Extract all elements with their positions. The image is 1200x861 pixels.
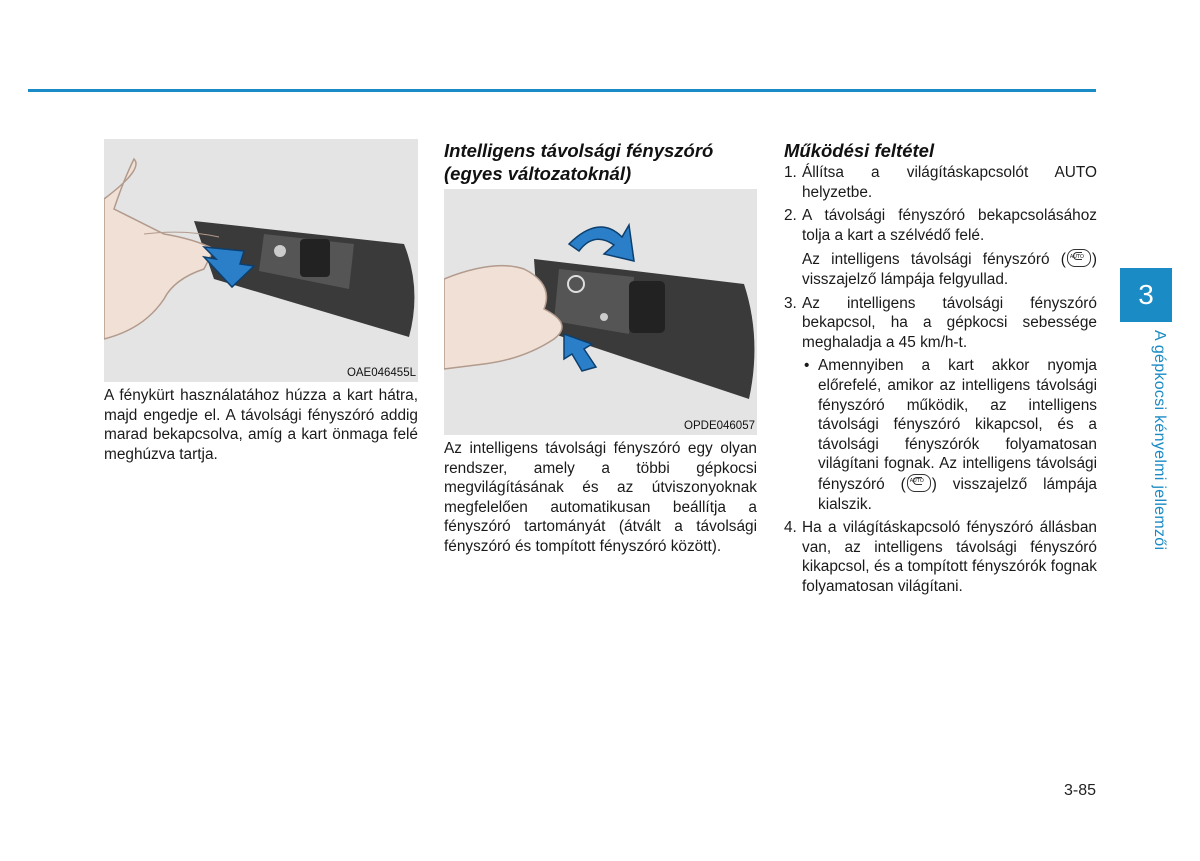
figure-code: OAE046455L [346,367,416,379]
figure-intelligent-high-beam [444,189,757,435]
list-item-4: 4. Ha a világításkapcsoló fényszóró állásban van, az intelligens távolsági fényszóró kikapcsol, és a tompított fényszórók fognak folyamatosan világítani. [784,519,1097,595]
column-2 [444,139,757,557]
column-1 [104,139,418,464]
chapter-number-tab: 3 [1120,268,1172,322]
list-item-2-note: Az intelligens távolsági fényszóró (AUTO ) visszajelző lámpája felgyullad. [784,249,1097,289]
list-item-1: 1. Állítsa a világításkapcsolót AUTO helyzetbe. [784,164,1097,201]
auto-high-beam-indicator-icon [1067,249,1091,267]
stalk-push-illustration [444,189,757,435]
section-heading: Intelligens távolsági fényszóró (egyes változatoknál) [444,140,714,184]
header-rule [28,89,1096,92]
list-item-3-bullet: • Amennyiben a kart akkor nyomja előrefelé, amikor az intelligens távolsági fényszóró működik, az intelligens távolsági fényszóró kikapcsol, és a távolsági fényszórók folyamatosan világítani fognak. Az intelligens távolsági fényszóró (AUTO ) visszajelző lámpája kialszik. [784,356,1097,514]
page-number: 3-85 [1063,782,1096,799]
list-item-2: 2. A távolsági fényszóró bekapcsolásához tolja a kart a szélvédő felé. [784,207,1097,244]
figure-flash-to-pass [104,139,418,382]
intelligent-high-beam-paragraph: Az intelligens távolsági fényszóró egy olyan rendszer, amely a többi gépkocsi megvilágításának és az útviszonyoknak megfelelően automatikusan beállítja a fényszóró tartományát (átvált a távolsági fényszóró és tompított fényszóró között). [444,440,757,555]
auto-high-beam-indicator-icon [907,474,931,492]
operating-condition-heading: Működési feltétel [784,140,935,161]
flash-to-pass-paragraph: A fénykürt használatához húzza a kart hátra, majd engedje el. A távolsági fényszóró addig marad bekapcsolva, amíg a kart önmaga felé meghúzva tartja. [104,387,418,463]
column-3 [784,139,1097,600]
chapter-title: A gépkocsi kényelmi jellemzői [1151,330,1168,551]
list-item-3: 3. Az intelligens távolsági fényszóró bekapcsol, ha a gépkocsi sebessége meghaladja a 45 km/h-t. [784,294,1097,351]
figure-code: OPDE046057 [684,420,755,432]
stalk-pull-illustration [104,139,418,382]
